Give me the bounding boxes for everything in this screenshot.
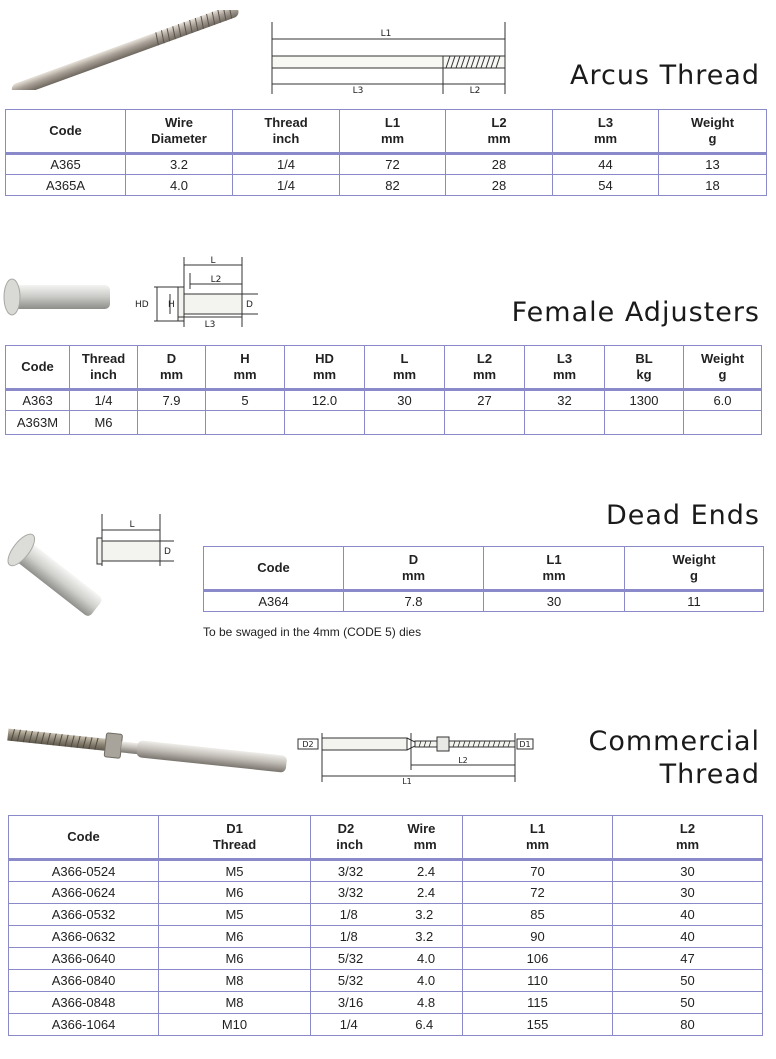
cell-l1: 90 bbox=[463, 926, 613, 948]
cell-d2-inch: 3/16 bbox=[337, 995, 364, 1010]
table-row bbox=[6, 390, 762, 411]
header-text: mm bbox=[542, 568, 566, 583]
header-text: mm bbox=[233, 367, 257, 382]
table-cell: A365A bbox=[6, 175, 126, 196]
cell-l2: 30 bbox=[613, 882, 763, 904]
col-header-l bbox=[365, 346, 445, 390]
cell-l1: 70 bbox=[463, 860, 613, 882]
col-header-l3 bbox=[553, 110, 659, 154]
col-header-hd bbox=[285, 346, 365, 390]
commercial-thread-product-photo bbox=[0, 728, 292, 793]
commercial-thread-dimension-diagram bbox=[295, 730, 540, 785]
header-text: mm bbox=[675, 837, 700, 852]
diagram-label-l: L bbox=[210, 256, 216, 266]
col-header-weight bbox=[625, 547, 764, 591]
col-header-code bbox=[6, 346, 70, 390]
cell-d2-inch: 1/8 bbox=[339, 907, 358, 922]
cell-d2-mm: 3.2 bbox=[415, 929, 434, 944]
cell-d2-wire bbox=[311, 904, 463, 926]
diagram-label-hd: HD bbox=[135, 300, 149, 310]
header-text: mm bbox=[392, 367, 417, 382]
header-text: Code bbox=[49, 123, 82, 138]
cell-l1: 106 bbox=[463, 948, 613, 970]
header-text: BL bbox=[635, 351, 653, 366]
arcus-product-photo bbox=[0, 10, 250, 90]
table-cell: 1/4 bbox=[70, 390, 138, 411]
cell-l2: 80 bbox=[613, 1014, 763, 1036]
table-cell: 11 bbox=[625, 591, 764, 612]
col-header-d bbox=[344, 547, 484, 591]
header-text: mm bbox=[552, 367, 577, 382]
cell-code: A366-1064 bbox=[9, 1014, 159, 1036]
cell-d2-inch: 1/4 bbox=[339, 1017, 358, 1032]
cell-d2-inch: 3/32 bbox=[337, 885, 364, 900]
arcus-thread-title: Arcus Thread bbox=[570, 60, 760, 91]
header-text: Thread bbox=[81, 351, 126, 366]
cell-d2-mm: 4.0 bbox=[417, 951, 436, 966]
header-text: inch bbox=[272, 131, 300, 146]
header-text: D bbox=[166, 351, 177, 366]
diagram-label-l3: L3 bbox=[352, 86, 364, 96]
cell-d2-wire bbox=[311, 926, 463, 948]
table-cell: 12.0 bbox=[285, 390, 365, 411]
col-header-code bbox=[204, 547, 344, 591]
cell-l2: 30 bbox=[613, 860, 763, 882]
table-row bbox=[9, 882, 763, 904]
cell-code: A366-0840 bbox=[9, 970, 159, 992]
col-header-l1 bbox=[463, 816, 613, 860]
header-text: mm bbox=[380, 131, 405, 146]
diagram-label-l2: L2 bbox=[458, 756, 468, 765]
table-cell bbox=[605, 411, 684, 435]
col-header-l2 bbox=[446, 110, 553, 154]
header-text: D2 bbox=[337, 821, 355, 836]
cell-d2-inch: 5/32 bbox=[337, 973, 364, 988]
header-text: g bbox=[690, 568, 698, 583]
header-text: mm bbox=[525, 837, 550, 852]
cell-l2: 40 bbox=[613, 904, 763, 926]
female-adjusters-title: Female Adjusters bbox=[511, 297, 760, 328]
col-header-l1 bbox=[340, 110, 446, 154]
cell-d2-inch: 3/32 bbox=[337, 863, 364, 879]
table-cell bbox=[206, 411, 285, 435]
col-header-code bbox=[6, 110, 126, 154]
table-row bbox=[9, 992, 763, 1014]
table-cell: 44 bbox=[553, 154, 659, 175]
dead-ends-title: Dead Ends bbox=[605, 500, 760, 531]
header-text: inch bbox=[336, 837, 364, 852]
cell-d2-wire bbox=[311, 970, 463, 992]
header-text: L3 bbox=[597, 115, 614, 130]
diagram-label-l2: L2 bbox=[469, 86, 481, 96]
cell-d2-mm: 4.8 bbox=[417, 995, 436, 1010]
table-row bbox=[6, 175, 767, 196]
table-cell: A363M bbox=[6, 411, 70, 435]
header-text: Code bbox=[21, 359, 54, 374]
col-header-l1 bbox=[484, 547, 625, 591]
cell-d2-mm: 4.0 bbox=[417, 973, 436, 988]
header-text: L bbox=[400, 351, 409, 366]
cell-code: A366-0524 bbox=[9, 860, 159, 882]
table-cell: 72 bbox=[340, 154, 446, 175]
cell-code: A366-0532 bbox=[9, 904, 159, 926]
cell-d2-wire bbox=[311, 882, 463, 904]
table-cell bbox=[138, 411, 206, 435]
commercial-title-line2: Thread bbox=[659, 759, 760, 790]
table-cell: A363 bbox=[6, 390, 70, 411]
table-row bbox=[9, 970, 763, 992]
table-cell: 7.9 bbox=[138, 390, 206, 411]
diagram-label-d: D bbox=[164, 547, 171, 557]
header-text: H bbox=[240, 351, 250, 366]
table-cell: 1/4 bbox=[233, 154, 340, 175]
commercial-thread-title bbox=[589, 725, 761, 791]
header-text: inch bbox=[90, 367, 117, 382]
col-header-d1-thread bbox=[159, 816, 311, 860]
col-header-bl bbox=[605, 346, 684, 390]
col-header-l2 bbox=[613, 816, 763, 860]
col-header-d2-wire bbox=[311, 816, 463, 860]
header-text: L1 bbox=[529, 821, 546, 836]
dead-end-dimension-diagram bbox=[92, 512, 182, 572]
diagram-label-l: L bbox=[129, 520, 135, 530]
table-cell: 32 bbox=[525, 390, 605, 411]
header-text: mm bbox=[312, 367, 337, 382]
female-adjuster-dimension-diagram bbox=[130, 255, 265, 330]
cell-l1: 155 bbox=[463, 1014, 613, 1036]
header-text: g bbox=[708, 131, 717, 146]
cell-l1: 72 bbox=[463, 882, 613, 904]
header-text: mm bbox=[413, 837, 437, 852]
col-header-wire-diameter bbox=[126, 110, 233, 154]
header-text: L1 bbox=[546, 552, 562, 567]
table-cell: 6.0 bbox=[684, 390, 762, 411]
header-text: mm bbox=[401, 568, 426, 583]
header-text: D bbox=[408, 552, 419, 567]
dead-ends-note: To be swaged in the 4mm (CODE 5) dies bbox=[203, 625, 422, 639]
header-text: Thread bbox=[212, 837, 257, 852]
table-cell: 3.2 bbox=[126, 154, 233, 175]
table-cell: 7.8 bbox=[344, 591, 484, 612]
header-text: mm bbox=[472, 367, 497, 382]
col-header-l3 bbox=[525, 346, 605, 390]
cell-d1-thread: M5 bbox=[159, 860, 311, 882]
col-header-d bbox=[138, 346, 206, 390]
table-row bbox=[6, 411, 762, 435]
header-text: Wire bbox=[407, 821, 436, 836]
header-text: L2 bbox=[491, 115, 507, 130]
table-cell: 1/4 bbox=[233, 175, 340, 196]
commercial-thread-table bbox=[8, 815, 763, 1036]
table-cell: 28 bbox=[446, 175, 553, 196]
diagram-label-d: D bbox=[246, 300, 253, 310]
header-text: g bbox=[718, 367, 727, 382]
table-cell: A365 bbox=[6, 154, 126, 175]
diagram-label-l1: L1 bbox=[380, 29, 392, 39]
table-cell: 4.0 bbox=[126, 175, 233, 196]
col-header-h bbox=[206, 346, 285, 390]
diagram-label-d2: D2 bbox=[302, 740, 314, 749]
col-header-code bbox=[9, 816, 159, 860]
table-row bbox=[9, 948, 763, 970]
table-cell: 13 bbox=[659, 154, 767, 175]
table-cell: 54 bbox=[553, 175, 659, 196]
table-row bbox=[9, 904, 763, 926]
table-cell: 1300 bbox=[605, 390, 684, 411]
cell-l2: 50 bbox=[613, 970, 763, 992]
arcus-thread-table bbox=[5, 109, 767, 196]
header-text: HD bbox=[315, 351, 334, 366]
table-cell: 30 bbox=[484, 591, 625, 612]
cell-d2-mm: 6.4 bbox=[415, 1017, 434, 1032]
female-adjusters-table bbox=[5, 345, 762, 435]
header-text: Code bbox=[67, 829, 100, 844]
cell-code: A366-0624 bbox=[9, 882, 159, 904]
header-text: D1 bbox=[226, 821, 243, 836]
cell-d2-wire bbox=[311, 948, 463, 970]
cell-d2-wire bbox=[311, 1014, 463, 1036]
cell-d2-mm: 2.4 bbox=[417, 885, 436, 900]
header-text: mm bbox=[159, 367, 184, 382]
cell-l1: 110 bbox=[463, 970, 613, 992]
table-cell: M6 bbox=[70, 411, 138, 435]
table-row bbox=[6, 154, 767, 175]
table-cell: 28 bbox=[446, 154, 553, 175]
dead-ends-table bbox=[203, 546, 764, 612]
diagram-label-l2: L2 bbox=[210, 275, 222, 285]
cell-d1-thread: M10 bbox=[159, 1014, 311, 1036]
diagram-label-h: H bbox=[168, 300, 175, 310]
table-cell: 30 bbox=[365, 390, 445, 411]
arcus-dimension-diagram bbox=[268, 22, 513, 97]
table-cell: A364 bbox=[204, 591, 344, 612]
header-text: L1 bbox=[384, 115, 401, 130]
cell-d1-thread: M6 bbox=[159, 882, 311, 904]
cell-l2: 50 bbox=[613, 992, 763, 1014]
header-text: Weight bbox=[700, 351, 745, 366]
table-cell: 18 bbox=[659, 175, 767, 196]
cell-d2-wire bbox=[311, 860, 463, 882]
header-text: Weight bbox=[690, 115, 735, 130]
header-text: mm bbox=[487, 131, 511, 146]
col-header-l2 bbox=[445, 346, 525, 390]
table-row bbox=[9, 860, 763, 882]
col-header-thread bbox=[70, 346, 138, 390]
header-text: L2 bbox=[679, 821, 696, 836]
cell-l2: 47 bbox=[613, 948, 763, 970]
cell-d2-inch: 1/8 bbox=[339, 929, 358, 944]
table-cell bbox=[525, 411, 605, 435]
cell-d1-thread: M6 bbox=[159, 926, 311, 948]
col-header-weight bbox=[659, 110, 767, 154]
cell-l1: 85 bbox=[463, 904, 613, 926]
commercial-title-line1: Commercial bbox=[588, 726, 760, 757]
table-cell: 27 bbox=[445, 390, 525, 411]
cell-d1-thread: M6 bbox=[159, 948, 311, 970]
cell-l1: 115 bbox=[463, 992, 613, 1014]
header-text: Weight bbox=[672, 552, 716, 567]
table-row bbox=[9, 926, 763, 948]
col-header-thread bbox=[233, 110, 340, 154]
table-cell bbox=[684, 411, 762, 435]
header-text: Wire bbox=[164, 115, 194, 130]
cell-d2-wire bbox=[311, 992, 463, 1014]
table-cell bbox=[285, 411, 365, 435]
cell-d2-mm: 2.4 bbox=[417, 863, 436, 879]
table-cell bbox=[445, 411, 525, 435]
diagram-label-l3: L3 bbox=[204, 320, 216, 330]
cell-d1-thread: M8 bbox=[159, 992, 311, 1014]
header-text: Diameter bbox=[151, 131, 207, 146]
table-cell bbox=[365, 411, 445, 435]
header-text: L3 bbox=[556, 351, 573, 366]
table-cell: 5 bbox=[206, 390, 285, 411]
cell-l2: 40 bbox=[613, 926, 763, 948]
table-cell: 82 bbox=[340, 175, 446, 196]
header-text: L2 bbox=[476, 351, 493, 366]
diagram-label-l1: L1 bbox=[402, 777, 412, 785]
header-text: Code bbox=[257, 560, 290, 575]
table-row bbox=[204, 591, 764, 612]
cell-d2-inch: 5/32 bbox=[337, 951, 364, 966]
header-text: Thread bbox=[264, 115, 308, 130]
col-header-weight bbox=[684, 346, 762, 390]
table-row bbox=[9, 1014, 763, 1036]
header-text: kg bbox=[636, 367, 652, 382]
cell-d1-thread: M5 bbox=[159, 904, 311, 926]
female-adjuster-product-photo bbox=[0, 270, 115, 325]
cell-d2-mm: 3.2 bbox=[415, 907, 434, 922]
diagram-label-d1: D1 bbox=[519, 740, 531, 749]
header-text: mm bbox=[593, 131, 618, 146]
cell-code: A366-0848 bbox=[9, 992, 159, 1014]
cell-code: A366-0632 bbox=[9, 926, 159, 948]
cell-code: A366-0640 bbox=[9, 948, 159, 970]
cell-d1-thread: M8 bbox=[159, 970, 311, 992]
